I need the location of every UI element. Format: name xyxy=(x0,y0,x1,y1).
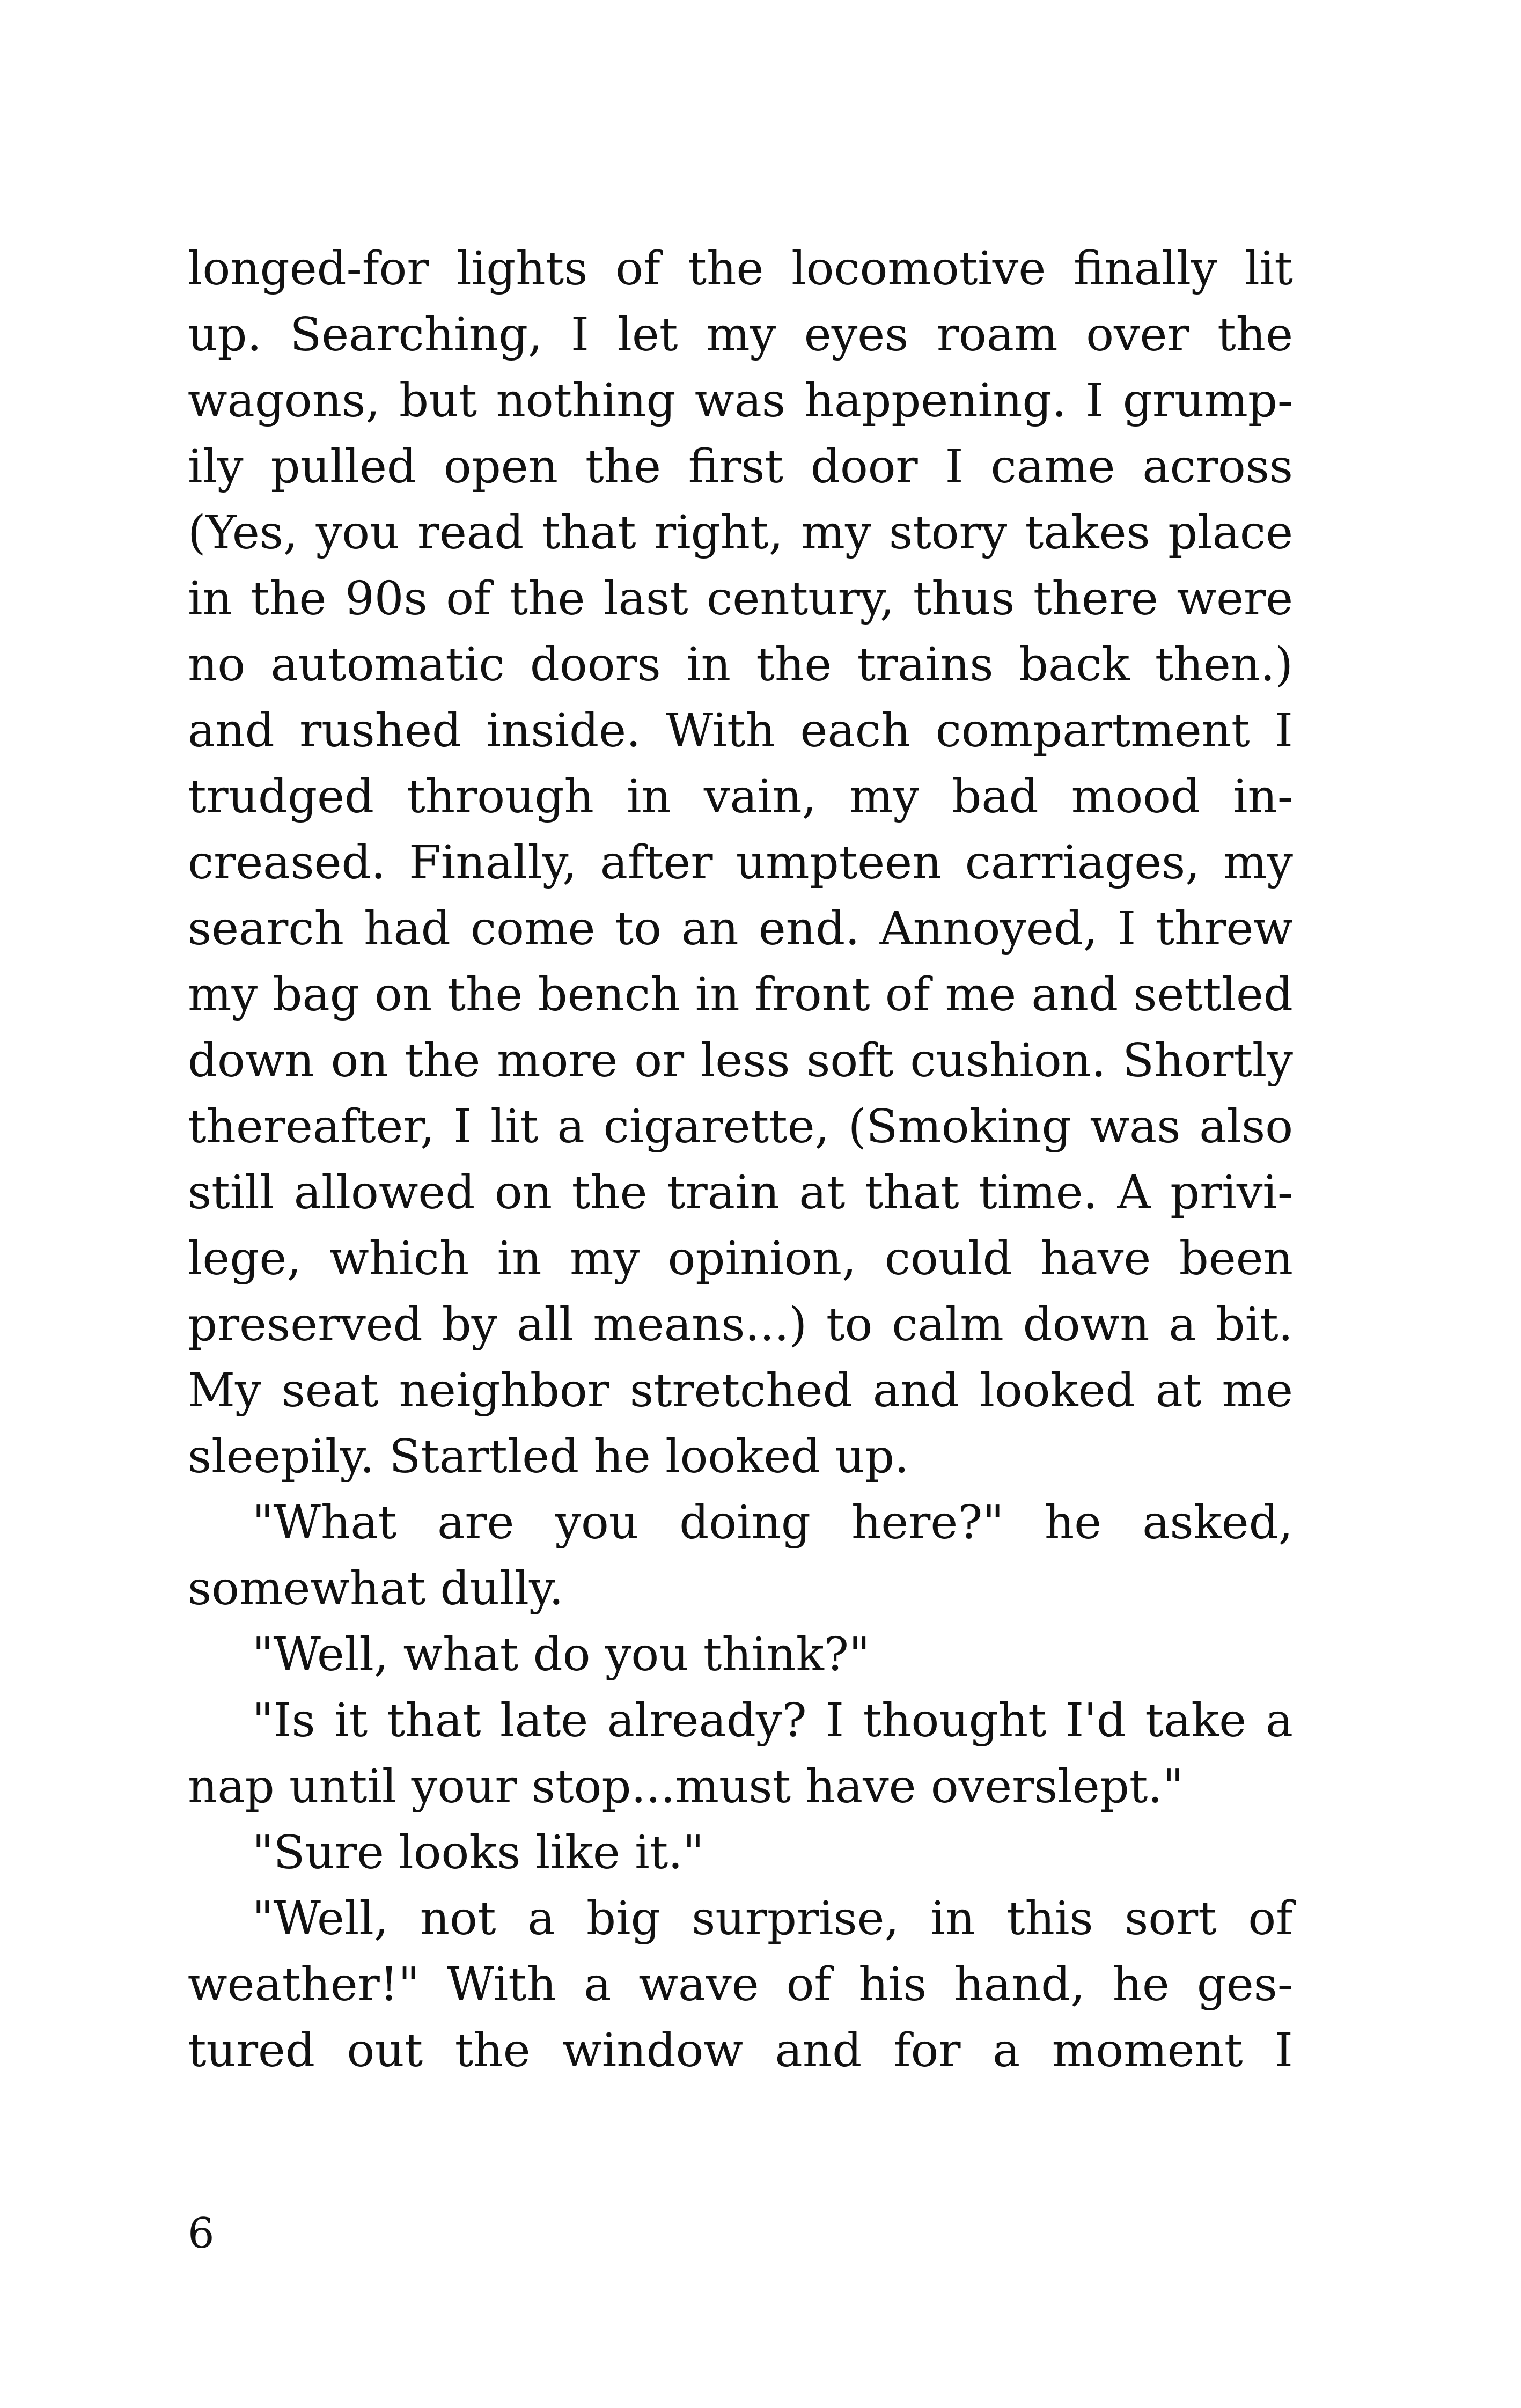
text-line: "What are you doing here?" he asked, xyxy=(252,1496,1293,1550)
text-line: (Yes, you read that right, my story takes place xyxy=(188,506,1293,560)
text-line: ily pulled open the first door I came across xyxy=(188,440,1293,494)
text-line: thereafter, I lit a cigarette, (Smoking was also xyxy=(188,1100,1293,1154)
text-line: search had come to an end. Annoyed, I threw xyxy=(188,902,1293,956)
text-line: "Is it that late already? I thought I'd take a xyxy=(252,1694,1293,1748)
text-line: "Well, not a big surprise, in this sort of xyxy=(252,1892,1293,1946)
text-line: trudged through in vain, my bad mood in- xyxy=(188,770,1293,824)
text-line: creased. Finally, after umpteen carriages, my xyxy=(188,836,1293,890)
text-line: lege, which in my opinion, could have been xyxy=(188,1232,1293,1286)
text-line: my bag on the bench in front of me and settled xyxy=(188,968,1293,1022)
text-line: and rushed inside. With each compartment I xyxy=(188,704,1293,758)
body-text xyxy=(188,236,1293,2084)
text-line: longed-for lights of the locomotive finally lit xyxy=(188,242,1293,296)
text-line: in the 90s of the last century, thus there were xyxy=(188,572,1293,626)
text-line: tured out the window and for a moment I xyxy=(188,2024,1293,2077)
text-line: no automatic doors in the trains back then.) xyxy=(188,638,1293,692)
text-line: "Sure looks like it." xyxy=(252,1826,704,1880)
text-line: "Well, what do you think?" xyxy=(252,1628,870,1682)
text-line: sleepily. Startled he looked up. xyxy=(188,1430,909,1484)
text-line: preserved by all means...) to calm down a bit. xyxy=(188,1298,1293,1352)
text-line: up. Searching, I let my eyes roam over the xyxy=(188,308,1293,362)
text-line: still allowed on the train at that time. A privi- xyxy=(188,1166,1293,1220)
text-line: somewhat dully. xyxy=(188,1562,564,1616)
text-line: My seat neighbor stretched and looked at me xyxy=(188,1364,1293,1418)
text-line: weather!" With a wave of his hand, he ges- xyxy=(188,1958,1293,2011)
text-line: nap until your stop...must have overslept." xyxy=(188,1760,1184,1814)
text-line: down on the more or less soft cushion. Shortly xyxy=(188,1034,1293,1088)
page-number: 6 xyxy=(188,2209,215,2258)
text-line: wagons, but nothing was happening. I grump- xyxy=(188,374,1293,428)
